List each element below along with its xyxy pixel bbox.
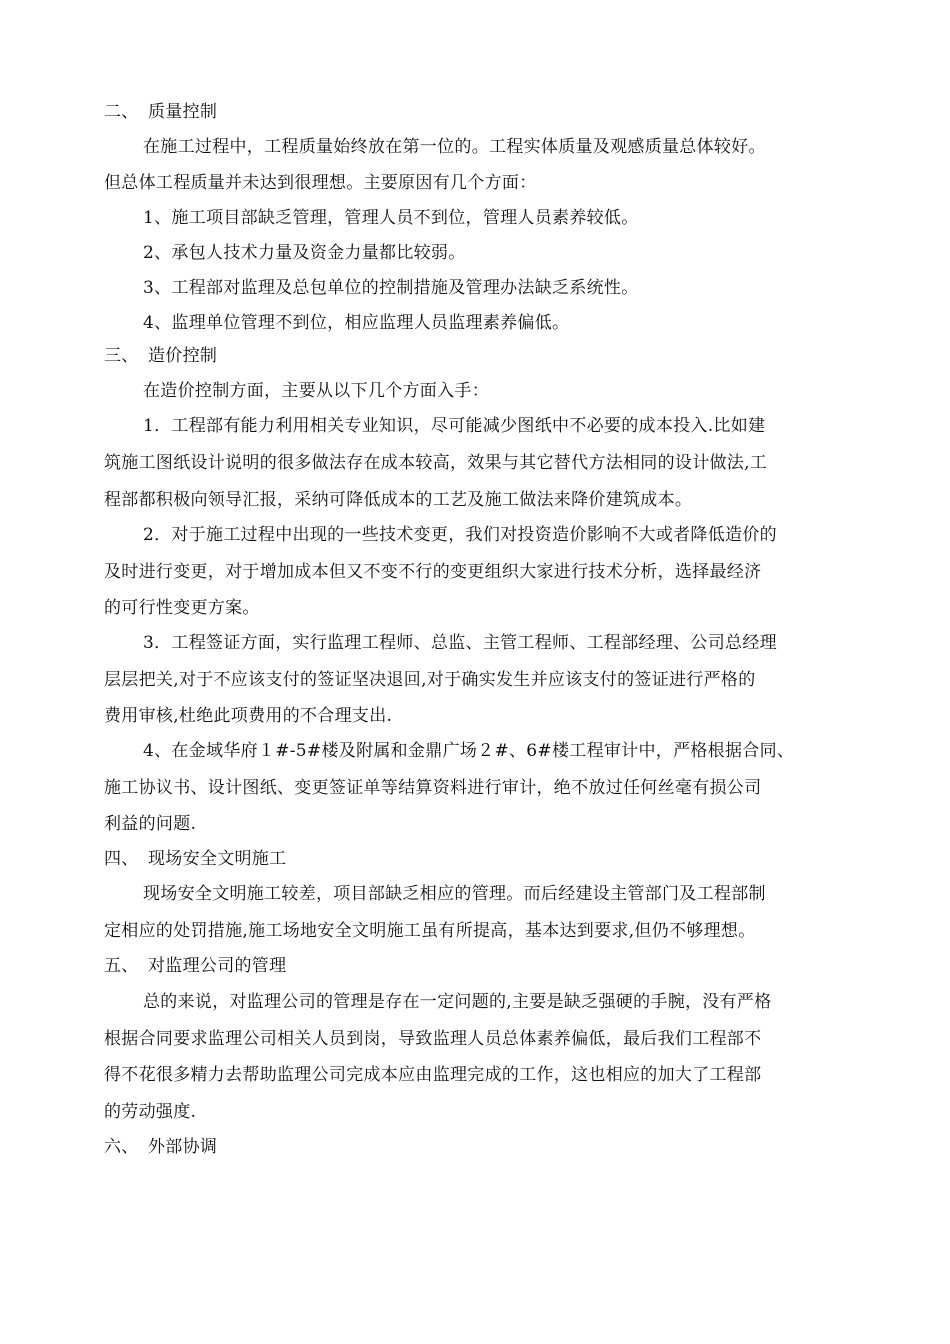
section-heading <box>104 955 286 977</box>
paragraph-line: 3．工程签证方面，实行监理工程师、总监、主管工程师、工程部经理、公司总经理 <box>143 633 777 653</box>
paragraph-line: 4、在金域华府１#-5#楼及附属和金鼎广场２#、6#楼工程审计中，严格根据合同、 <box>143 741 795 761</box>
section-number: 二、 <box>104 102 139 122</box>
section-number: 六、 <box>104 1137 139 1157</box>
section-title: 质量控制 <box>148 102 218 122</box>
list-item: 1、施工项目部缺乏管理，管理人员不到位，管理人员素养较低。 <box>143 208 639 228</box>
paragraph-line: 利益的问题. <box>104 814 197 834</box>
list-item: 2、承包人技术力量及资金力量都比较弱。 <box>143 243 466 263</box>
section-title: 外部协调 <box>148 1137 218 1157</box>
paragraph-line: 在造价控制方面，主要从以下几个方面入手： <box>143 381 489 401</box>
section-heading <box>104 848 286 870</box>
paragraph-line: 1．工程部有能力利用相关专业知识，尽可能减少图纸中不必要的成本投入.比如建 <box>143 416 766 436</box>
paragraph-line: 筑施工图纸设计说明的很多做法存在成本较高，效果与其它替代方法相同的设计做法,工 <box>104 453 768 473</box>
section-heading <box>104 1136 217 1158</box>
paragraph-line: 费用审核,杜绝此项费用的不合理支出. <box>104 706 393 726</box>
paragraph-line: 在施工过程中，工程质量始终放在第一位的。工程实体质量及观感质量总体较好。 <box>143 137 766 157</box>
paragraph-line: 施工协议书、设计图纸、变更签证单等结算资料进行审计，绝不放过任何丝毫有损公司 <box>104 778 762 798</box>
section-heading <box>104 345 217 367</box>
paragraph-line: 但总体工程质量并未达到很理想。主要原因有几个方面： <box>104 173 537 193</box>
section-heading <box>104 101 217 123</box>
section-number: 五、 <box>104 956 139 976</box>
paragraph-line: 得不花很多精力去帮助监理公司完成本应由监理完成的工作，这也相应的加大了工程部 <box>104 1065 762 1085</box>
section-number: 三、 <box>104 346 139 366</box>
paragraph-line: 定相应的处罚措施,施工场地安全文明施工虽有所提高，基本达到要求,但仍不够理想。 <box>104 921 756 941</box>
paragraph-line: 根据合同要求监理公司相关人员到岗，导致监理人员总体素养偏低，最后我们工程部不 <box>104 1029 762 1049</box>
section-title: 造价控制 <box>148 346 218 366</box>
paragraph-line: 总的来说，对监理公司的管理是存在一定问题的,主要是缺乏强硬的手腕，没有严格 <box>143 992 772 1012</box>
paragraph-line: 2．对于施工过程中出现的一些技术变更，我们对投资造价影响不大或者降低造价的 <box>143 525 777 545</box>
paragraph-line: 层层把关,对于不应该支付的签证坚决退回,对于确实发生并应该支付的签证进行严格的 <box>104 670 756 690</box>
list-item: 3、工程部对监理及总包单位的控制措施及管理办法缺乏系统性。 <box>143 278 639 298</box>
section-number: 四、 <box>104 849 139 869</box>
list-item: 4、监理单位管理不到位，相应监理人员监理素养偏低。 <box>143 313 570 333</box>
paragraph-line: 程部都积极向领导汇报，采纳可降低成本的工艺及施工做法来降价建筑成本。 <box>104 490 693 510</box>
paragraph-line: 的可行性变更方案。 <box>104 598 260 618</box>
paragraph-line: 现场安全文明施工较差，项目部缺乏相应的管理。而后经建设主管部门及工程部制 <box>143 884 766 904</box>
paragraph-line: 及时进行变更，对于增加成本但又不变不行的变更组织大家进行技术分析，选择最经济 <box>104 562 762 582</box>
section-title: 现场安全文明施工 <box>148 849 287 869</box>
section-title: 对监理公司的管理 <box>148 956 287 976</box>
paragraph-line: 的劳动强度. <box>104 1102 197 1122</box>
